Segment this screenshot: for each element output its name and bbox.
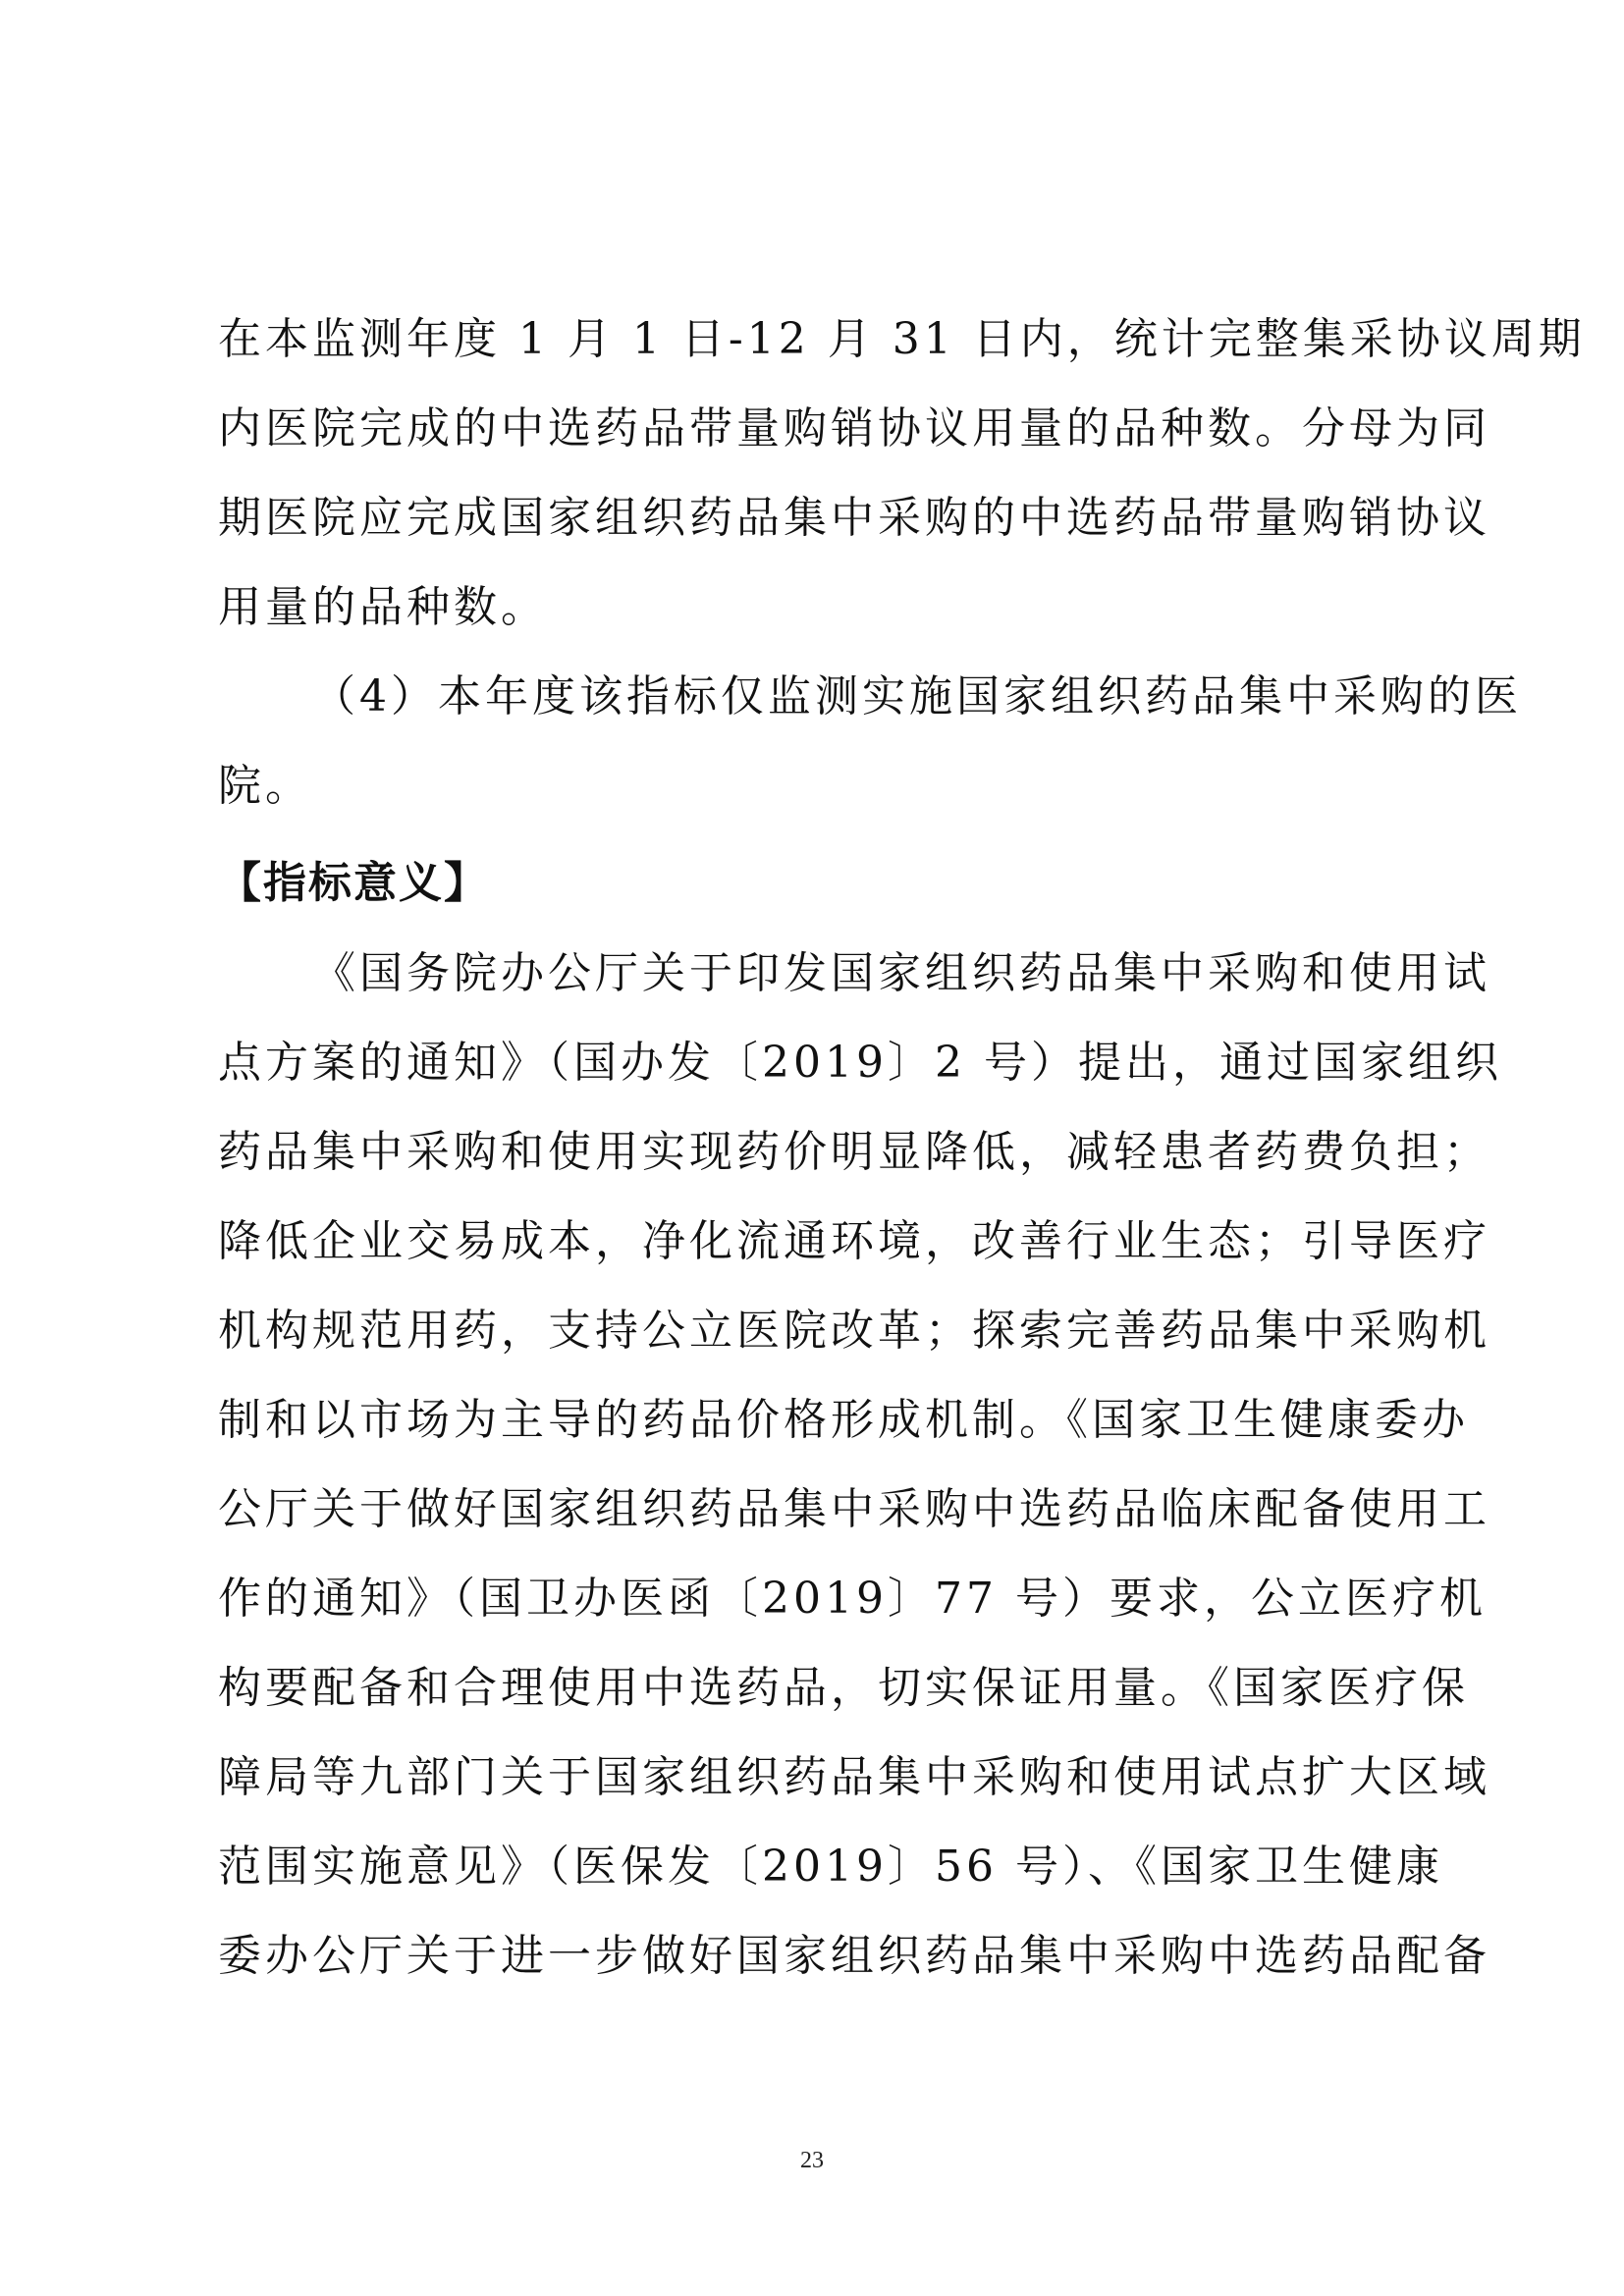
significance-line: 药品集中采购和使用实现药价明显降低，减轻患者药费负担； — [218, 1127, 1490, 1177]
significance-line: 公厅关于做好国家组织药品集中采购中选药品临床配备使用工 — [218, 1484, 1490, 1534]
body-line: 期医院应完成国家组织药品集中采购的中选药品带量购销协议 — [218, 493, 1490, 543]
significance-line: 点方案的通知》（国办发〔2019〕2 号）提出，通过国家组织 — [218, 1038, 1502, 1088]
significance-line: 障局等九部门关于国家组织药品集中采购和使用试点扩大区域 — [218, 1752, 1490, 1802]
significance-line: 范围实施意见》（医保发〔2019〕56 号）、《国家卫生健康 — [218, 1842, 1443, 1892]
body-line: 在本监测年度 1 月 1 日-12 月 31 日内，统计完整集采协议周期 — [218, 314, 1586, 364]
significance-line: 委办公厅关于进一步做好国家组织药品集中采购中选药品配备 — [218, 1931, 1490, 1981]
body-line: 院。 — [218, 761, 312, 811]
significance-line: 制和以市场为主导的药品价格形成机制。《国家卫生健康委办 — [218, 1395, 1469, 1445]
significance-line: 《国务院办公厅关于印发国家组织药品集中采购和使用试 — [312, 948, 1490, 998]
page-number: 23 — [800, 2148, 824, 2173]
significance-line: 作的通知》（国卫办医函〔2019〕77 号）要求，公立医疗机 — [218, 1574, 1487, 1624]
body-line: 用量的品种数。 — [218, 582, 548, 632]
significance-line: 降低企业交易成本，净化流通环境，改善行业生态；引导医疗 — [218, 1216, 1490, 1266]
page-content — [218, 294, 1586, 2001]
section-heading: 【指标意义】 — [218, 858, 489, 908]
significance-line: 机构规范用药，支持公立医院改革；探索完善药品集中采购机 — [218, 1306, 1490, 1356]
body-line: （4）本年度该指标仅监测实施国家组织药品集中采购的医 — [312, 671, 1522, 721]
significance-line: 构要配备和合理使用中选药品，切实保证用量。《国家医疗保 — [218, 1663, 1469, 1713]
body-line: 内医院完成的中选药品带量购销协议用量的品种数。分母为同 — [218, 403, 1490, 454]
